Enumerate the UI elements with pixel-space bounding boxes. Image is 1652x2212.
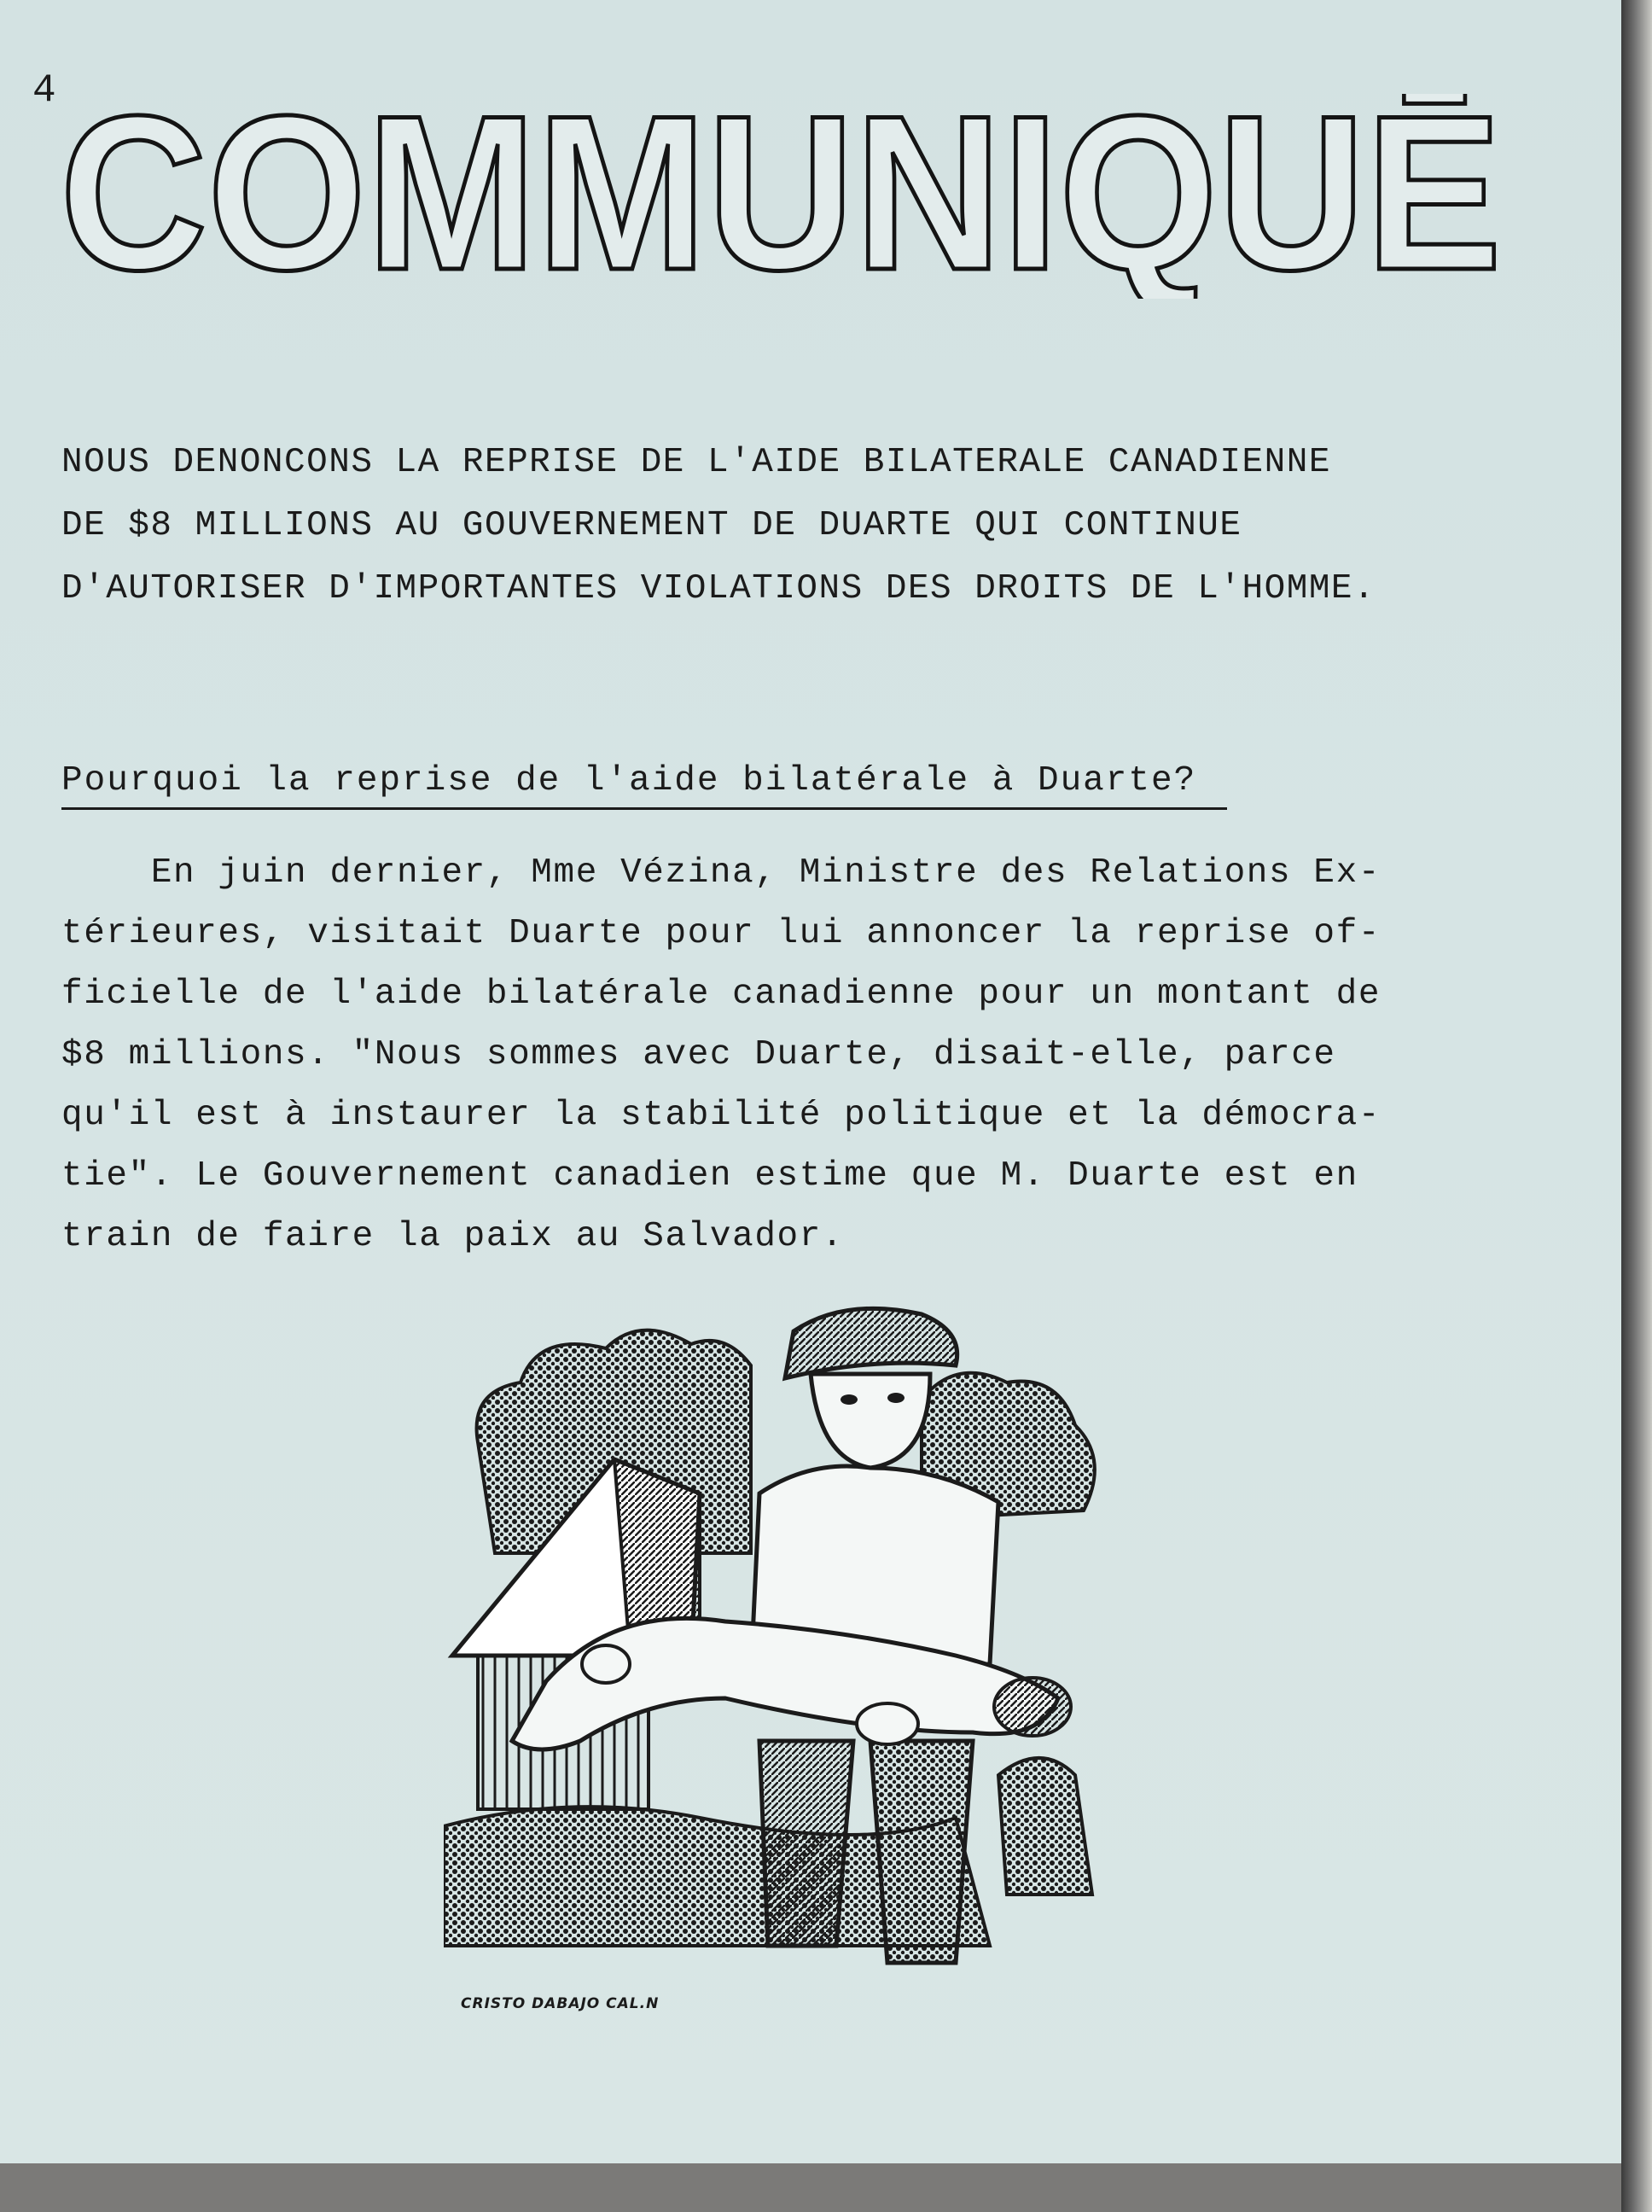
body-line: $8 millions. "Nous sommes avec Duarte, disait-elle, parce <box>61 1035 1336 1074</box>
body-line: qu'il est à instaurer la stabilité politique et la démocra- <box>61 1096 1382 1135</box>
headline-line: D'AUTORISER D'IMPORTANTES VIOLATIONS DES DROITS DE L'HOMME. <box>61 569 1376 608</box>
body-paragraph <box>61 843 1563 1267</box>
body-line: En juin dernier, Mme Vézina, Ministre des Relations Ex- <box>61 853 1382 893</box>
body-line: térieures, visitait Duarte pour lui annoncer la reprise of- <box>61 914 1382 953</box>
headline-block <box>61 431 1580 620</box>
woodcut-drawing <box>444 1297 1118 2031</box>
body-line: tie". Le Gouvernement canadien estime que M. Duarte est en <box>61 1156 1358 1196</box>
section-heading: Pourquoi la reprise de l'aide bilatérale à Duarte? <box>61 761 1227 810</box>
title-text: COMMUNIQUĒ <box>60 94 1502 299</box>
headline-line: DE $8 MILLIONS AU GOUVERNEMENT DE DUARTE QUI CONTINUE <box>61 506 1242 545</box>
body-line: ficielle de l'aide bilatérale canadienne pour un montant de <box>61 975 1382 1014</box>
illustration-image <box>444 1297 1118 2031</box>
page-edge-shadow <box>1621 0 1652 2212</box>
artist-signature: CRISTO DABAJO CAL.N <box>461 1995 660 2012</box>
desk-surface <box>0 2163 1652 2212</box>
hat-shape <box>785 1308 957 1378</box>
page-number: 4 <box>32 68 56 113</box>
headline-line: NOUS DENONCONS LA REPRISE DE L'AIDE BILATERALE CANADIENNE <box>61 443 1331 482</box>
body-line: train de faire la paix au Salvador. <box>61 1217 845 1256</box>
page-title <box>60 94 1510 299</box>
